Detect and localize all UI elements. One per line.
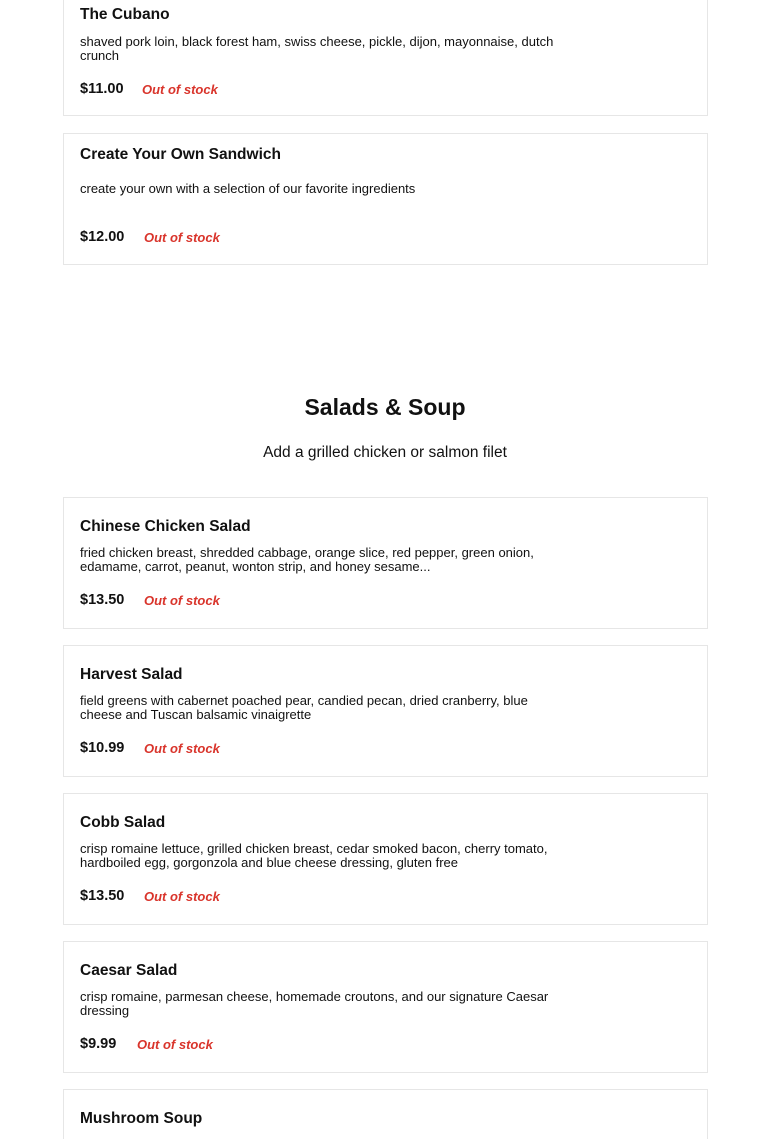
menu-item-card[interactable] <box>63 0 708 116</box>
stock-status: Out of stock <box>137 1037 213 1052</box>
item-description: crisp romaine lettuce, grilled chicken breast, cedar smoked bacon, cherry tomato, hardboiled egg, gorgonzola and blue cheese dressing, gluten free <box>80 842 548 870</box>
menu-item-card[interactable] <box>63 1089 708 1139</box>
item-name: Harvest Salad <box>80 666 183 683</box>
menu-item-card[interactable] <box>63 133 708 265</box>
item-name: Chinese Chicken Salad <box>80 518 251 535</box>
section-subtitle: Add a grilled chicken or salmon filet <box>263 444 507 461</box>
item-price: $11.00 <box>80 81 124 97</box>
stock-status: Out of stock <box>144 230 220 245</box>
menu-item-card[interactable] <box>63 497 708 629</box>
menu-item-card[interactable] <box>63 645 708 777</box>
item-description: shaved pork loin, black forest ham, swiss cheese, pickle, dijon, mayonnaise, dutch crunch <box>80 35 554 63</box>
item-description: fried chicken breast, shredded cabbage, orange slice, red pepper, green onion, edamame, carrot, peanut, wonton strip, and honey sesame... <box>80 546 534 574</box>
item-description: create your own with a selection of our favorite ingredients <box>80 182 416 196</box>
item-name: Create Your Own Sandwich <box>80 146 281 163</box>
item-price: $12.00 <box>80 229 125 245</box>
item-price: $13.50 <box>80 592 125 608</box>
item-name: The Cubano <box>80 6 170 23</box>
item-price: $10.99 <box>80 740 125 756</box>
stock-status: Out of stock <box>144 889 220 904</box>
item-name: Cobb Salad <box>80 814 166 831</box>
item-name: Caesar Salad <box>80 962 178 979</box>
item-description: field greens with cabernet poached pear, candied pecan, dried cranberry, blue cheese and Tuscan balsamic vinaigrette <box>80 694 528 722</box>
stock-status: Out of stock <box>142 82 218 97</box>
section-title: Salads & Soup <box>304 394 466 420</box>
item-name: Mushroom Soup <box>80 1110 203 1127</box>
menu-item-card[interactable] <box>63 793 708 925</box>
stock-status: Out of stock <box>144 593 220 608</box>
stock-status: Out of stock <box>144 741 220 756</box>
item-price: $13.50 <box>80 888 125 904</box>
menu-item-card[interactable] <box>63 941 708 1073</box>
item-price: $9.99 <box>80 1036 117 1052</box>
item-description: crisp romaine, parmesan cheese, homemade croutons, and our signature Caesar dressing <box>80 990 549 1018</box>
